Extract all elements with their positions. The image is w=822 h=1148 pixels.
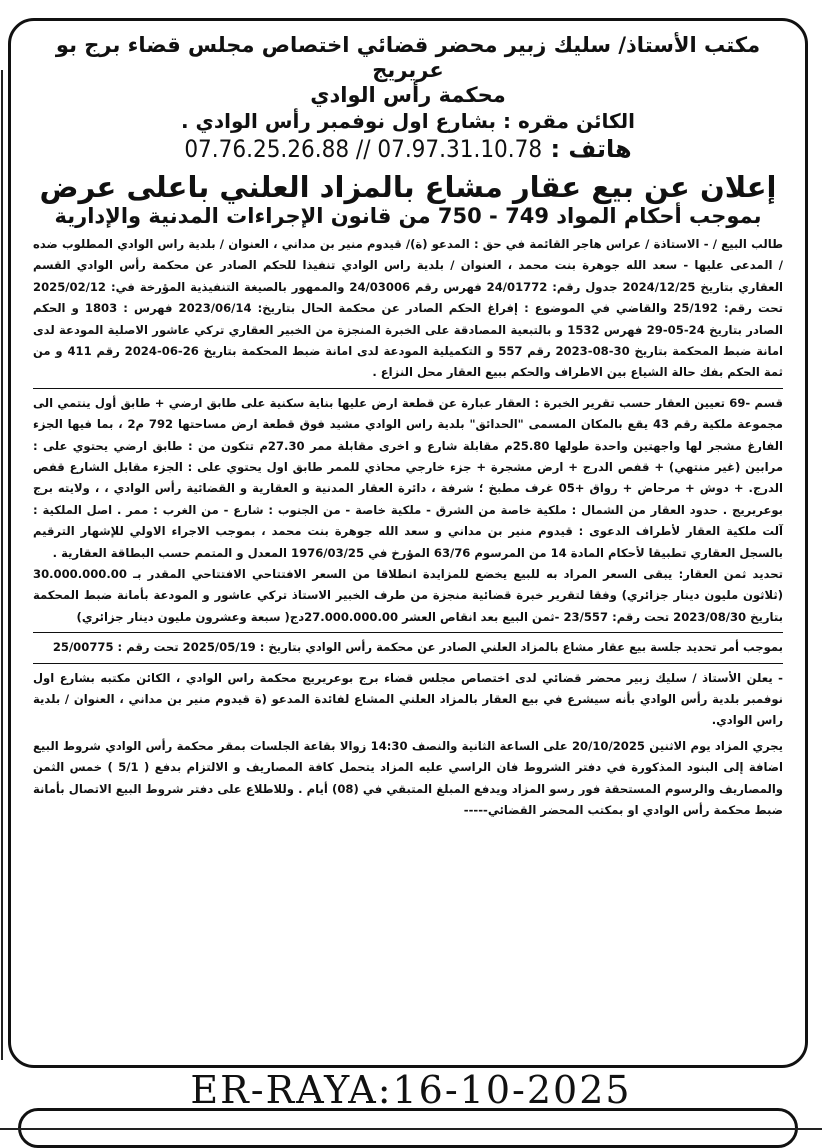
announcement-frame: [8, 18, 808, 1068]
auction-paragraph: يجري المزاد يوم الاثنين 20/10/2025 على الساعة الثانية والنصف 14:30 زوالا بقاعة الجلسات بمقر محكمة رأس الوادي شروط البيع اضافة إلى البنود المذكورة في دفتر الشروط فان الراسي عليه المزاد يتحمل كافة المصاريف و الالتزام بدفع ( 5/1 ) خمس الثمن والمصاريف والرسوم المستحقة فور رسو المزاد ويدفع المبلغ المتبقي في (08) أيام . وللاطلاع على دفتر شروط البيع الاتصال بأمانة ضبط محكمة رأس الوادي او بمكتب المحضر القضائي-----: [33, 738, 784, 818]
section-divider: [33, 388, 783, 389]
office-address: الكائن مقره : بشارع اول نوفمبر رأس الوادي .: [180, 108, 635, 133]
parties-paragraph: طالب البيع / - الاستاذة / عراس هاجر القائمة في حق : المدعو (ة)/ قيدوم منير بن مداني ، العنوان / بلدية راس الوادي المطلوب ضده / المدعى عليها - سعد الله جوهرة بنت محمد ، العنوان / بلدية راس الوادي تنفيذا للحكم الصادر عن محكمة رأس الوادي القسم العقاري بتاريخ 2024/12/25 جدول رقم: 24/01772 فهرس رقم 24/03006 والممهور بالصيغة التنفيذية المؤرخة في: 2025/02/12 تحت رقم: 25/192 والقاضي في الموضوع : إفراغ الحكم الصادر عن محكمة الحال بتاريخ: 2023/06/14 فهرس : 1803 و الحكم الصادر بتاريخ 24-05-29 فهرس 1532 و بالتبعية المصادقة على الخبرة المنجزة من الخبير العقاري تركي عاشور الاصلية المودعة لدى امانة ضبط المحكمة بتاريخ 30-08-2023 رقم 557 و التكميلية المودعة لدى امانة ضبط المحكمة بتاريخ 26-06-2024 رقم 411 و من ثمة الحكم بفك حالة الشياع بين الاطراف والحكم ببيع العقار محل النزاع .: [33, 236, 784, 380]
next-ad-frame: [18, 1108, 798, 1148]
phone-line: [33, 135, 783, 163]
office-line: مكتب الأستاذ/ سليك زبير محضر قضائي اختصاص مجلس قضاء برج بو عريريج: [55, 33, 761, 83]
phone-label: هاتف :: [550, 134, 632, 163]
phone-numbers: 07.76.25.26.88 // 07.97.31.10.78: [184, 134, 543, 163]
announcement-subtitle: بموجب أحكام المواد 749 - 750 من قانون الإجراءات المدنية والإدارية: [54, 203, 762, 228]
notice-paragraph: - يعلن الأستاذ / سليك زبير محضر قضائي لدى اختصاص مجلس قضاء برج بوعريريج محكمة راس الوادي ، الكائن مكتبه بشارع اول نوفمبر بلدية رأس الوادي بأنه سيشرع في بيع العقار بالمزاد العلني المشاع لفائدة المدعو (ة قيدوم منير بن مداني ، العنوان / بلدية راس الوادي.: [33, 670, 783, 728]
announcement-title: إعلان عن بيع عقار مشاع بالمزاد العلني باعلى عرض: [39, 169, 777, 204]
section-divider: [33, 632, 783, 633]
order-paragraph: بموجب أمر تحديد جلسة بيع عقار مشاع بالمزاد العلني الصادر عن محكمة رأس الوادي بتاريخ : 2025/05/19 تحت رقم : 25/00775: [52, 640, 783, 655]
section-divider: [33, 663, 783, 664]
court-name: محكمة رأس الوادي: [310, 83, 506, 108]
price-paragraph: تحديد ثمن العقار: يبقى السعر المراد به للبيع يخضع للمزايدة انطلاقا من السعر الافتتاحي الافتتاحي المقدر بـ 30.000.000.00 (ثلاثون مليون دينار جزائري) وفقا لتقرير خبرة قضائية منجزة من طرف الخبير الاستاذ تركي عاشور و المودعة بأمانة ضبط المحكمة بتاريخ 2023/08/30 تحت رقم: 23/557 -ثمن البيع بعد انقاص العشر 27.000.000.00دج( سبعة وعشرون مليون دينار جزائري): [33, 567, 783, 624]
property-paragraph: قسم -69 تعيين العقار حسب تقرير الخبرة : العقار عبارة عن قطعة ارض عليها بناية سكنية على طابق ارضي + طابق أول ينتمي الى مجموعة ملكية رقم 43 يقع بالمكان المسمى "الحدائق" بلدية راس الوادي مشيد فوق قطعة ارض مساحتها 792 م2 ، بما فيها الجزء الفارغ مشجر لها واجهتين واحدة طولها 25.80م مقابلة شارع و اخرى مقابلة ممر 27.30م تتكون من : طابق ارضي يحتوي على : مرابين (غير منتهي) + قفص الدرج + ارض مشجرة + جزء خارجي محاذي للممر طابق اول يحتوي على : الجزء مقابل الشارع قفص الدرج. + دوش + مرحاض + رواق +05 غرف مطبخ ؛ شرفة ، دائرة العقار المدنية و العقارية و القضائية رأس الوادي ، ، ولايته برج بوعريريج . حدود العقار من الشمال : ملكية خاصة من الشرق - ملكية خاصة - من الجنوب : شارع - من الغرب : ممر . اصل الملكية : آلت ملكية العقار لأطراف الدعوى : قيدوم منير بن مداني و سعد الله جوهرة بنت محمد ، بموجب الاجراء الاولي للإشهار الترقيم بالسجل العقاري تطبيقا لأحكام المادة 14 من المرسوم 63/76 المؤرخ في 1976/03/25 المعدل و المتمم حسب البطاقة العقارية .: [33, 395, 783, 560]
newspaper-date: ER-RAYA:16-10-2025: [190, 1068, 632, 1112]
